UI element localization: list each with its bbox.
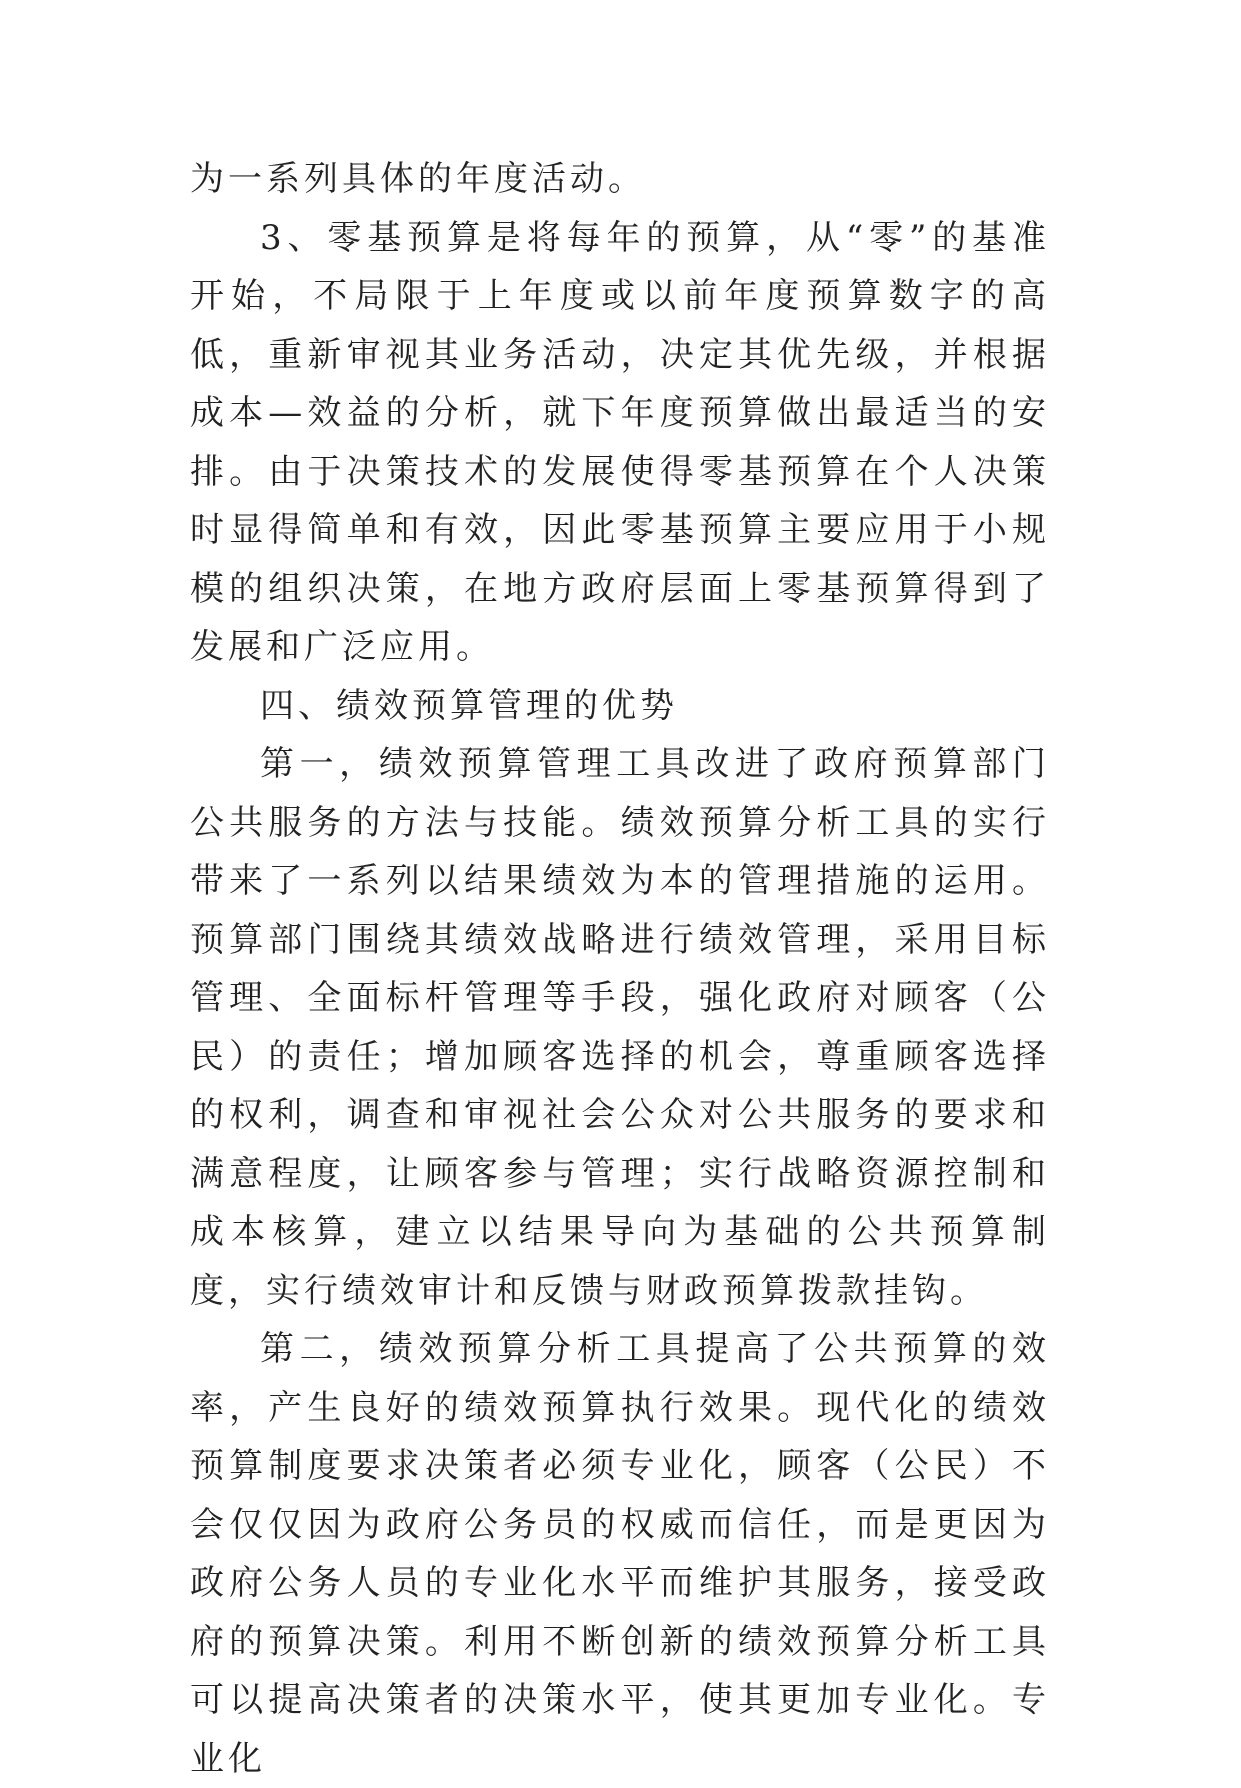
paragraph-zero-based-budget: 3、零基预算是将每年的预算，从“零”的基准开始，不局限于上年度或以前年度预算数字的高低，重新审视其业务活动，决定其优先级，并根据成本—效益的分析，就下年度预算做出最适当的安排。由于决策技术的发展使得零基预算在个人决策时显得简单和有效，因此零基预算主要应用于小规模的组织决策，在地方政府层面上零基预算得到了发展和广泛应用。 <box>190 217 1050 667</box>
section-heading-advantages: 四、绩效预算管理的优势 <box>260 685 678 726</box>
paragraph-continuation: 为一系列具体的年度活动。 <box>190 159 646 199</box>
document-page <box>190 150 1050 1788</box>
paragraph-second-advantage: 第二，绩效预算分析工具提高了公共预算的效率，产生良好的绩效预算执行效果。现代化的绩效预算制度要求决策者必须专业化，顾客（公民）不会仅仅因为政府公务员的权威而信任，而是更因为政府公务人员的专业化水平而维护其服务，接受政府的预算决策。利用不断创新的绩效预算分析工具可以提高决策者的决策水平，使其更加专业化。专业化 <box>190 1329 1050 1779</box>
paragraph-first-advantage: 第一，绩效预算管理工具改进了政府预算部门公共服务的方法与技能。绩效预算分析工具的实行带来了一系列以结果绩效为本的管理措施的运用。预算部门围绕其绩效战略进行绩效管理，采用目标管理、全面标杆管理等手段，强化政府对顾客（公民）的责任；增加顾客选择的机会，尊重顾客选择的权利，调查和审视社会公众对公共服务的要求和满意程度，让顾客参与管理；实行战略资源控制和成本核算，建立以结果导向为基础的公共预算制度，实行绩效审计和反馈与财政预算拨款挂钩。 <box>190 744 1050 1311</box>
